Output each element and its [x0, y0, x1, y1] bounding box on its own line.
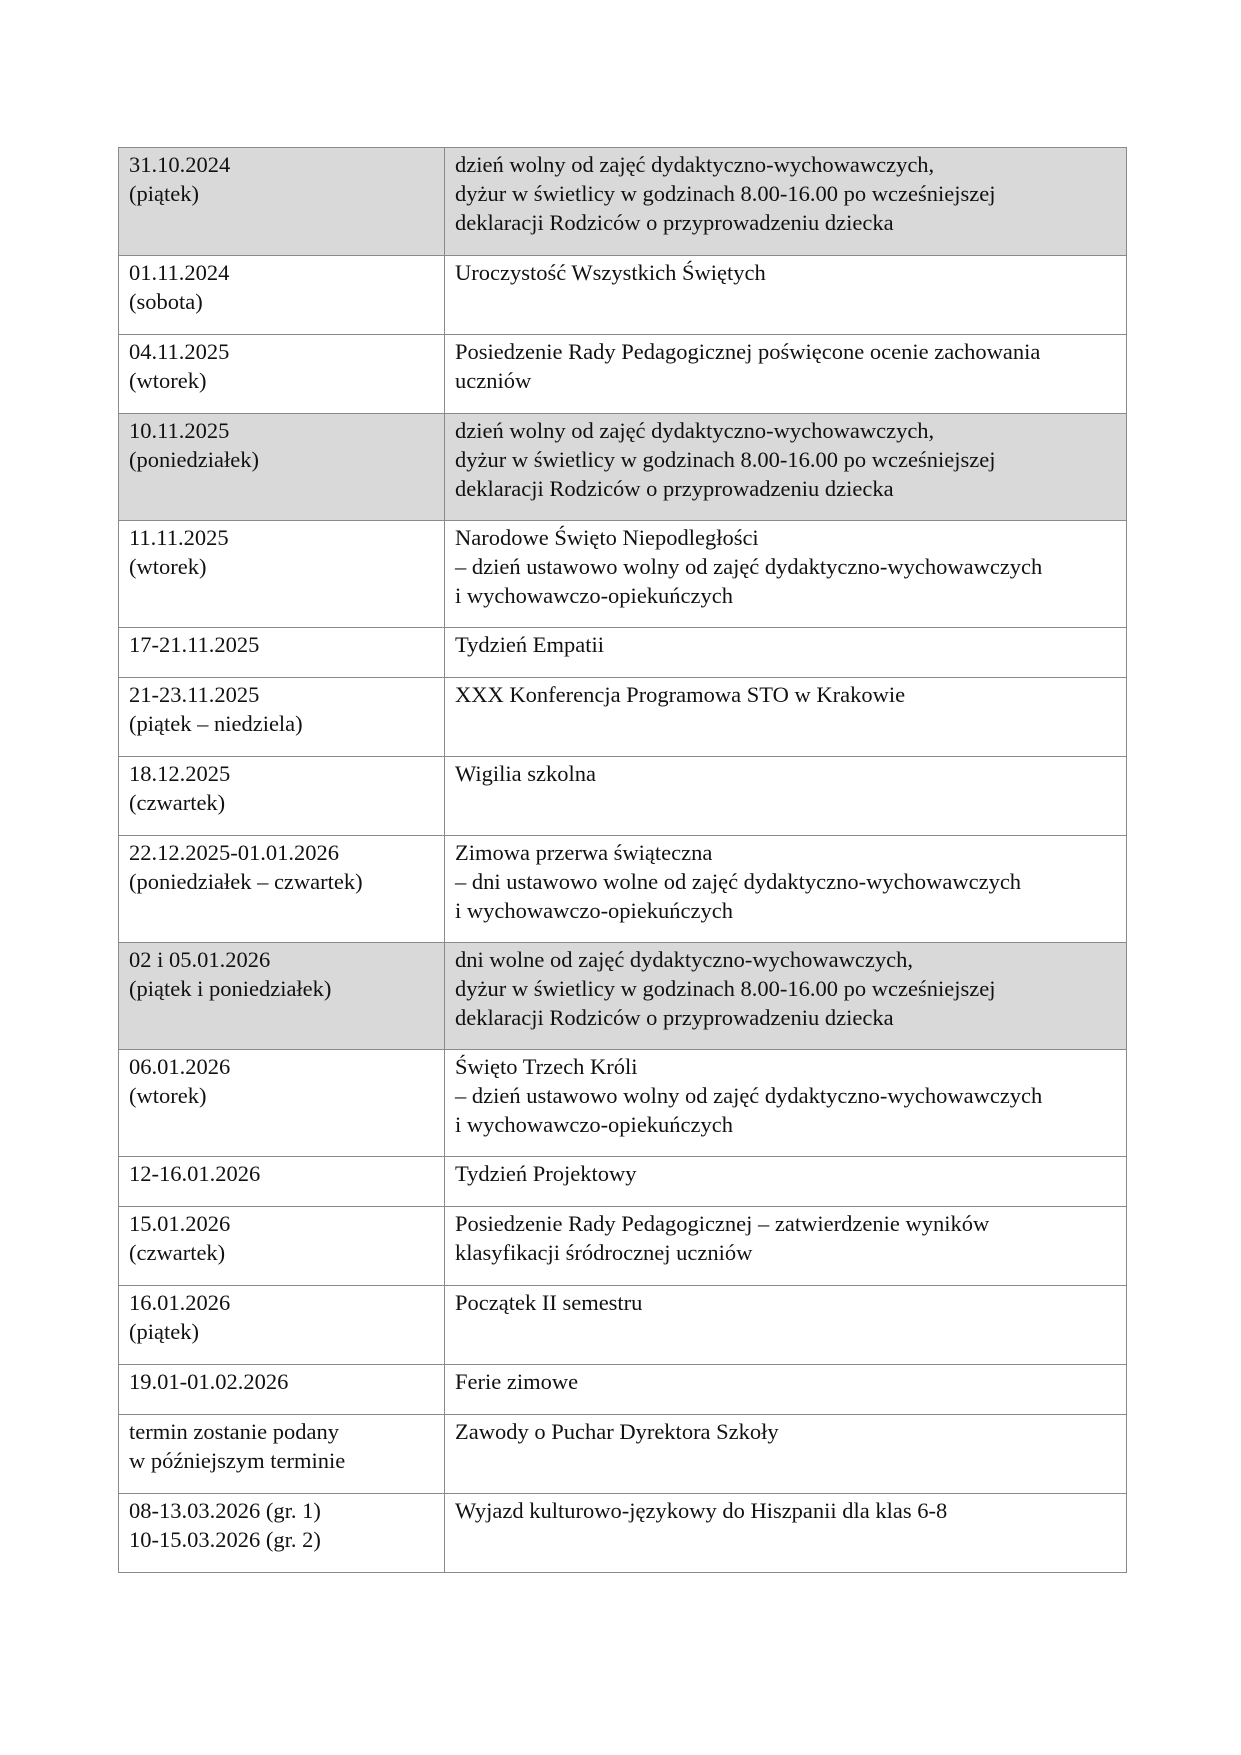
- event-description-text: Ferie zimowe: [455, 1369, 579, 1394]
- calendar-row: [119, 1286, 1127, 1365]
- date-text: 21-23.11.2025: [129, 682, 260, 707]
- date-cell: [119, 628, 445, 678]
- date-cell: [119, 1050, 445, 1157]
- event-description-cell: [445, 414, 1127, 521]
- date-text: 11.11.2025: [129, 525, 229, 550]
- date-text: (piątek i poniedziałek): [129, 976, 332, 1001]
- event-description-cell: [445, 521, 1127, 628]
- event-description-text: Zimowa przerwa świąteczna: [455, 840, 713, 865]
- calendar-row: [119, 943, 1127, 1050]
- date-cell: [119, 148, 445, 256]
- event-description-text: deklaracji Rodziców o przyprowadzeniu dziecka: [455, 476, 894, 501]
- date-text: 10-15.03.2026 (gr. 2): [129, 1527, 321, 1552]
- event-description-cell: [445, 148, 1127, 256]
- calendar-row: [119, 521, 1127, 628]
- date-text: (wtorek): [129, 1083, 207, 1108]
- calendar-row: [119, 414, 1127, 521]
- date-text: (piątek): [129, 181, 199, 206]
- date-text: 17-21.11.2025: [129, 632, 260, 657]
- date-cell: [119, 1157, 445, 1207]
- event-description-cell: [445, 1415, 1127, 1494]
- date-text: (piątek – niedziela): [129, 711, 303, 736]
- event-description-text: i wychowawczo-opiekuńczych: [455, 583, 734, 608]
- date-cell: [119, 521, 445, 628]
- date-text: 31.10.2024: [129, 152, 231, 177]
- date-text: 22.12.2025-01.01.2026: [129, 840, 339, 865]
- event-description-text: deklaracji Rodziców o przyprowadzeniu dziecka: [455, 1005, 894, 1030]
- event-description-text: – dzień ustawowo wolny od zajęć dydaktyczno-wychowawczych: [455, 1083, 1043, 1108]
- calendar-row: [119, 335, 1127, 414]
- event-description-text: Święto Trzech Króli: [455, 1054, 638, 1079]
- date-text: w późniejszym terminie: [129, 1448, 346, 1473]
- date-text: (poniedziałek): [129, 447, 259, 472]
- date-cell: [119, 1415, 445, 1494]
- calendar-row: [119, 1050, 1127, 1157]
- date-text: (czwartek): [129, 1240, 226, 1265]
- event-description-text: Tydzień Empatii: [455, 632, 605, 657]
- date-text: 15.01.2026: [129, 1211, 231, 1236]
- date-text: (wtorek): [129, 368, 207, 393]
- date-cell: [119, 678, 445, 757]
- event-description-cell: [445, 1494, 1127, 1573]
- date-cell: [119, 256, 445, 335]
- date-text: 01.11.2024: [129, 260, 230, 285]
- calendar-row: [119, 1365, 1127, 1415]
- event-description-text: Zawody o Puchar Dyrektora Szkoły: [455, 1419, 779, 1444]
- date-text: 16.01.2026: [129, 1290, 231, 1315]
- event-description-text: dyżur w świetlicy w godzinach 8.00-16.00 po wcześniejszej: [455, 181, 996, 206]
- date-text: (sobota): [129, 289, 203, 314]
- calendar-row: [119, 836, 1127, 943]
- date-text: 10.11.2025: [129, 418, 230, 443]
- event-description-cell: [445, 1157, 1127, 1207]
- event-description-text: XXX Konferencja Programowa STO w Krakowie: [455, 682, 906, 707]
- event-description-text: – dzień ustawowo wolny od zajęć dydaktyczno-wychowawczych: [455, 554, 1043, 579]
- event-description-text: klasyfikacji śródrocznej uczniów: [455, 1240, 753, 1265]
- event-description-text: Tydzień Projektowy: [455, 1161, 637, 1186]
- date-text: 19.01-01.02.2026: [129, 1369, 289, 1394]
- date-cell: [119, 943, 445, 1050]
- event-description-cell: [445, 1207, 1127, 1286]
- date-text: 12-16.01.2026: [129, 1161, 261, 1186]
- event-description-text: Uroczystość Wszystkich Świętych: [455, 260, 766, 285]
- calendar-row: [119, 1157, 1127, 1207]
- calendar-row: [119, 678, 1127, 757]
- date-text: (czwartek): [129, 790, 226, 815]
- event-description-text: i wychowawczo-opiekuńczych: [455, 898, 734, 923]
- event-description-text: – dni ustawowo wolne od zajęć dydaktyczno-wychowawczych: [455, 869, 1022, 894]
- event-description-text: Posiedzenie Rady Pedagogicznej – zatwierdzenie wyników: [455, 1211, 990, 1236]
- calendar-row: [119, 1415, 1127, 1494]
- event-description-text: Narodowe Święto Niepodległości: [455, 525, 759, 550]
- event-description-text: dyżur w świetlicy w godzinach 8.00-16.00 po wcześniejszej: [455, 976, 996, 1001]
- date-cell: [119, 1494, 445, 1573]
- event-description-cell: [445, 757, 1127, 836]
- event-description-cell: [445, 678, 1127, 757]
- event-description-text: Posiedzenie Rady Pedagogicznej poświęcone ocenie zachowania: [455, 339, 1041, 364]
- date-cell: [119, 836, 445, 943]
- date-cell: [119, 335, 445, 414]
- event-description-text: dzień wolny od zajęć dydaktyczno-wychowawczych,: [455, 418, 935, 443]
- calendar-row: [119, 148, 1127, 256]
- date-cell: [119, 1365, 445, 1415]
- event-description-text: dyżur w świetlicy w godzinach 8.00-16.00 po wcześniejszej: [455, 447, 996, 472]
- date-text: termin zostanie podany: [129, 1419, 339, 1444]
- event-description-cell: [445, 256, 1127, 335]
- date-text: 18.12.2025: [129, 761, 231, 786]
- calendar-row: [119, 628, 1127, 678]
- date-cell: [119, 1207, 445, 1286]
- date-text: (piątek): [129, 1319, 199, 1344]
- date-text: (wtorek): [129, 554, 207, 579]
- event-description-text: Wyjazd kulturowo-językowy do Hiszpanii dla klas 6-8: [455, 1498, 948, 1523]
- calendar-table-body: [119, 148, 1127, 1573]
- calendar-row: [119, 1207, 1127, 1286]
- date-text: 04.11.2025: [129, 339, 230, 364]
- event-description-cell: [445, 628, 1127, 678]
- date-text: (poniedziałek – czwartek): [129, 869, 363, 894]
- event-description-cell: [445, 1050, 1127, 1157]
- event-description-cell: [445, 335, 1127, 414]
- date-text: 08-13.03.2026 (gr. 1): [129, 1498, 321, 1523]
- date-text: 02 i 05.01.2026: [129, 947, 271, 972]
- event-description-text: Wigilia szkolna: [455, 761, 596, 786]
- date-cell: [119, 757, 445, 836]
- event-description-text: Początek II semestru: [455, 1290, 643, 1315]
- event-description-text: dzień wolny od zajęć dydaktyczno-wychowawczych,: [455, 152, 935, 177]
- calendar-row: [119, 1494, 1127, 1573]
- event-description-text: dni wolne od zajęć dydaktyczno-wychowawczych,: [455, 947, 913, 972]
- event-description-cell: [445, 1286, 1127, 1365]
- school-calendar-table: [118, 147, 1127, 1573]
- event-description-text: i wychowawczo-opiekuńczych: [455, 1112, 734, 1137]
- event-description-cell: [445, 836, 1127, 943]
- event-description-text: uczniów: [455, 368, 532, 393]
- date-text: 06.01.2026: [129, 1054, 231, 1079]
- calendar-row: [119, 757, 1127, 836]
- date-cell: [119, 414, 445, 521]
- calendar-row: [119, 256, 1127, 335]
- date-cell: [119, 1286, 445, 1365]
- event-description-text: deklaracji Rodziców o przyprowadzeniu dziecka: [455, 210, 894, 235]
- event-description-cell: [445, 943, 1127, 1050]
- event-description-cell: [445, 1365, 1127, 1415]
